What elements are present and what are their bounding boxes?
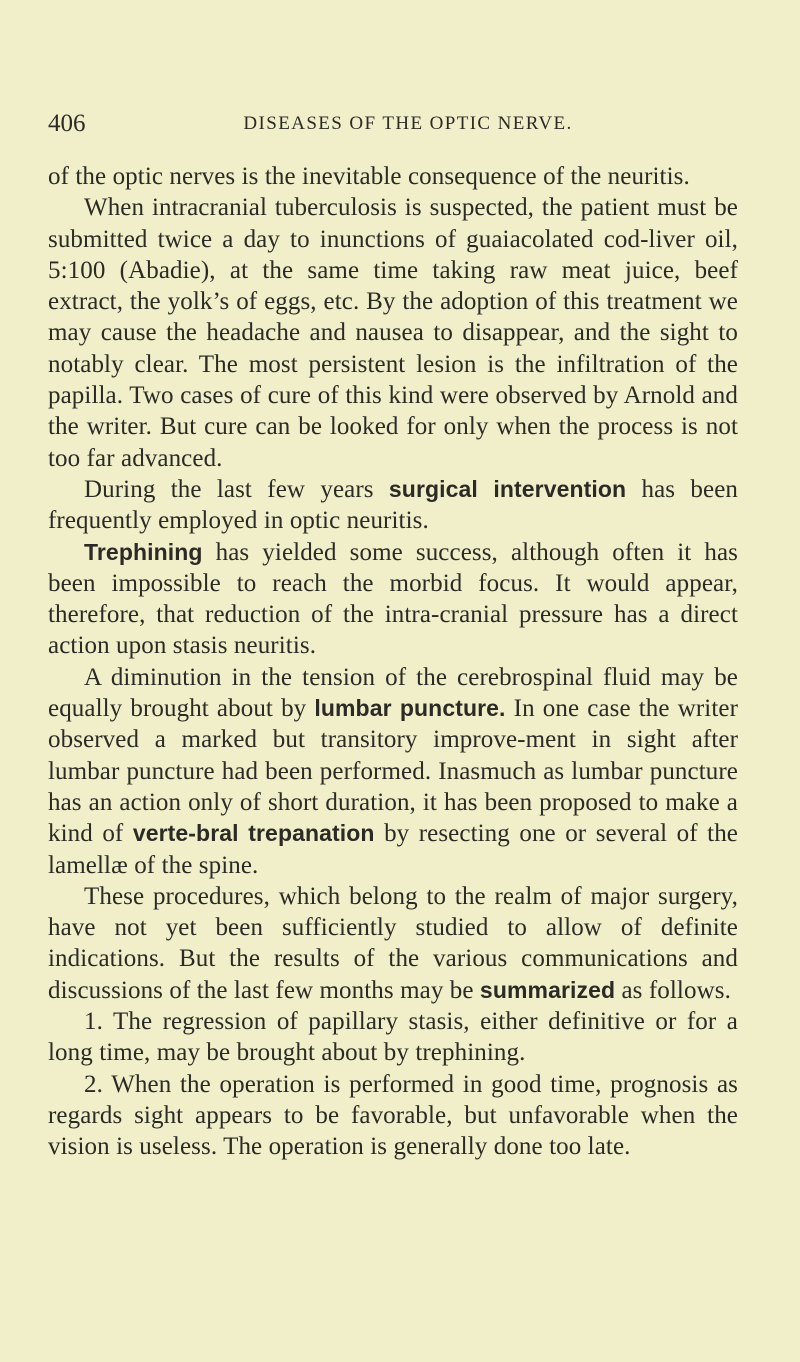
- paragraph-procedures: These procedures, which belong to the realm of major surgery, have not yet been sufficiently studied to allow of definite indications. But the results of the various communications and discussions of the last few months may be summarized as follows.: [48, 882, 738, 1004]
- paragraph-tuberculosis: When intracranial tuberculosis is suspected, the patient must be submitted twice a day to inunctions of guaiacolated cod-liver oil, 5:100 (Abadie), at the same time taking raw meat juice, beef extract, the yolk’s of eggs, etc. By the adoption of this treatment we may cause the headache and nausea to disappear, and the sight to notably clear. The most persistent lesion is the infiltration of the papilla. Two cases of cure of this kind were observed by Arnold and the writer. But cure can be looked for only when the process is not too far advanced.: [48, 194, 738, 472]
- bold-term-summarized: summarized: [479, 976, 616, 1003]
- bold-term-surgical-intervention: surgical intervention: [388, 475, 627, 502]
- body-text: [48, 161, 738, 1163]
- paragraph-continuation: of the optic nerves is the inevitable consequence of the neuritis.: [48, 163, 690, 190]
- page-number: 406: [48, 110, 86, 137]
- list-item-1: 1. The regression of papillary stasis, either definitive or for a long time, may be brought about by trephining.: [48, 1008, 738, 1067]
- running-head: DISEASES OF THE OPTIC NERVE.: [243, 113, 573, 134]
- page-header: [48, 110, 738, 144]
- paragraph-lumbar-puncture: A diminution in the tension of the cerebrospinal fluid may be equally brought about by lumbar puncture. In one case the writer observed a marked but transitory improve-ment in sight after lumbar puncture had been performed. Inasmuch as lumbar puncture has an action only of short duration, it has been proposed to make a kind of verte-bral trepanation by resecting one or several of the lamellæ of the spine.: [48, 663, 738, 879]
- paragraph-surgical-intervention: During the last few years surgical intervention has been frequently employed in optic neuritis.: [48, 475, 738, 535]
- bold-term-trephining: Trephining: [84, 538, 203, 565]
- bold-term-vertebral-trepanation: verte-bral trepanation: [132, 820, 375, 847]
- bold-term-lumbar-puncture: lumbar puncture.: [314, 695, 506, 722]
- list-item-2: 2. When the operation is performed in good time, prognosis as regards sight appears to be favorable, but unfavorable when the vision is useless. The operation is generally done too late.: [48, 1070, 738, 1161]
- paragraph-trephining: Trephining has yielded some success, although often it has been impossible to reach the morbid focus. It would appear, therefore, that reduction of the intra-cranial pressure has a direct action upon stasis neuritis.: [48, 538, 738, 660]
